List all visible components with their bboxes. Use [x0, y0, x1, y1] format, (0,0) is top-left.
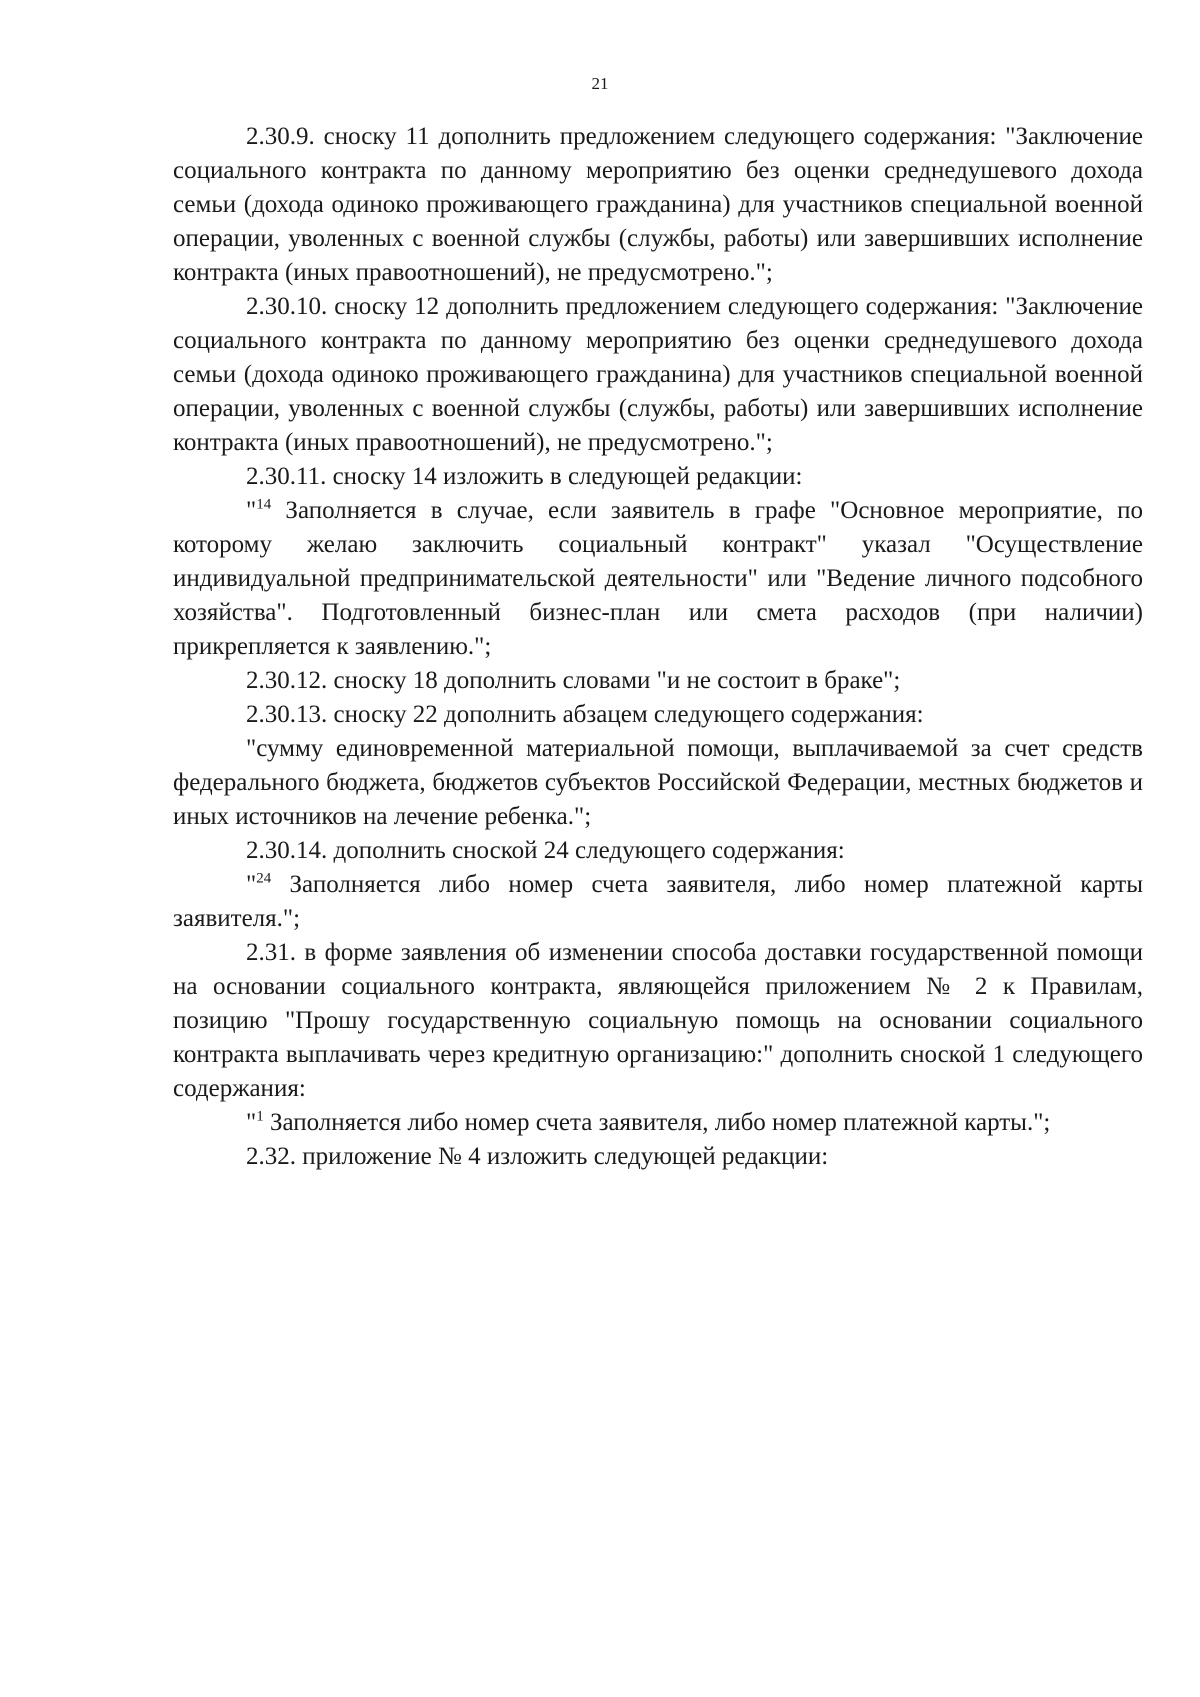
document-body [173, 120, 1143, 1174]
paragraph-text: Заполняется в случае, если заявитель в графе "Основное мероприятие, по которому желаю заключить социальный контракт" указал "Осуществление индивидуальной предпринимательской деятельности" или "Ведение личного подсобного хозяйства". Подготовленный бизнес-план или смета расходов (при наличии) прикрепляется к заявлению."; [173, 497, 1143, 660]
paragraph-text: 2.30.12. сноску 18 дополнить словами "и не состоит в браке"; [246, 667, 901, 694]
footnote-marker: 1 [256, 1108, 264, 1125]
paragraph-2-30-14 [173, 834, 1143, 868]
footnote-22-addition [173, 732, 1143, 834]
paragraph-text: 2.30.9. сноску 11 дополнить предложением следующего содержания: "Заключение социального контракта по данному мероприятию без оценки среднедушевого дохода семьи (дохода одиноко проживающего гражданина) для участников специальной военной операции, уволенных с военной службы (службы, работы) или завершивших исполнение контракта (иных правоотношений), не предусмотрено."; [173, 123, 1143, 286]
quote-mark: " [246, 1109, 257, 1136]
paragraph-2-32 [173, 1140, 1143, 1174]
paragraph-text: 2.30.14. дополнить сноской 24 следующего содержания: [246, 837, 845, 864]
quote-mark: " [246, 497, 257, 524]
footnote-marker: 24 [256, 870, 272, 887]
paragraph-text: 2.31. в форме заявления об изменении способа доставки государственной помощи на основании социального контракта, являющейся приложением № 2 к Правилам, позицию "Прошу государственную социальную помощь на основании социального контракта выплачивать через кредитную организацию:" дополнить сноской 1 следующего содержания: [173, 939, 1143, 1102]
footnote-24-text [173, 868, 1143, 936]
paragraph-text: 2.32. приложение № 4 изложить следующей редакции: [246, 1143, 829, 1170]
paragraph-2-31 [173, 936, 1143, 1106]
page-number: 21 [591, 74, 609, 93]
paragraph-text: 2.30.13. сноску 22 дополнить абзацем следующего содержания: [246, 701, 924, 728]
paragraph-2-30-11 [173, 460, 1143, 494]
paragraph-2-30-9 [173, 120, 1143, 290]
paragraph-text: Заполняется либо номер счета заявителя, либо номер платежной карты."; [263, 1109, 1051, 1136]
quote-mark: " [246, 871, 257, 898]
paragraph-text: 2.30.10. сноску 12 дополнить предложением следующего содержания: "Заключение социального контракта по данному мероприятию без оценки среднедушевого дохода семьи (дохода одиноко проживающего гражданина) для участников специальной военной операции, уволенных с военной службы (службы, работы) или завершивших исполнение контракта (иных правоотношений), не предусмотрено."; [173, 293, 1143, 456]
paragraph-text: "сумму единовременной материальной помощи, выплачиваемой за счет средств федерального бюджета, бюджетов субъектов Российской Федерации, местных бюджетов и иных источников на лечение ребенка."; [173, 735, 1143, 830]
paragraph-2-30-12 [173, 664, 1143, 698]
footnote-marker: 14 [256, 496, 272, 513]
footnote-14-text [173, 494, 1143, 664]
paragraph-text: 2.30.11. сноску 14 изложить в следующей редакции: [246, 463, 803, 490]
paragraph-text: Заполняется либо номер счета заявителя, либо номер платежной карты заявителя."; [173, 871, 1143, 932]
paragraph-2-30-10 [173, 290, 1143, 460]
footnote-1-text [173, 1106, 1143, 1140]
paragraph-2-30-13 [173, 698, 1143, 732]
